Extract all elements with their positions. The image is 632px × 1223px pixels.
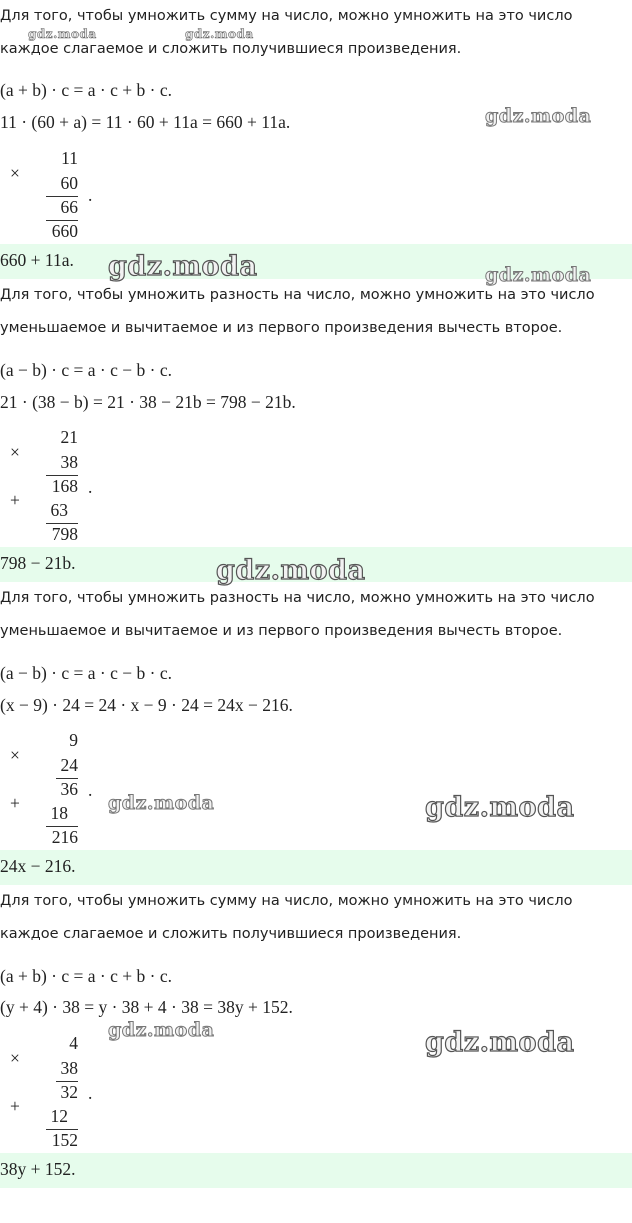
- total-product: 798: [51, 524, 78, 544]
- column-multiplication: [8, 730, 93, 850]
- plus-sign: +: [10, 490, 20, 510]
- multiplicand: 4: [69, 1033, 78, 1053]
- rule-line-2: уменьшаемое и вычитаемое и из первого произведения вычесть второе.: [0, 320, 563, 336]
- rule-line-2: каждое слагаемое и сложить получившиеся произведения.: [0, 41, 462, 57]
- formula: (a + b) · c = a · c + b · c.: [0, 80, 172, 100]
- partial-product-1: 32: [60, 1082, 78, 1102]
- answer-bar: [0, 1153, 632, 1188]
- partial-product: 66: [60, 197, 78, 217]
- rule-line-1: Для того, чтобы умножить сумму на число, можно умножить на это число: [0, 8, 573, 24]
- partial-product-1: 168: [51, 476, 78, 496]
- formula: (a − b) · c = a · c − b · c.: [0, 663, 172, 683]
- rule-line-1: Для того, чтобы умножить разность на число, можно умножить на это число: [0, 590, 595, 606]
- formula: (a − b) · c = a · c − b · c.: [0, 360, 172, 380]
- total-product: 660: [51, 221, 78, 241]
- watermark: gdz.moda: [485, 264, 592, 286]
- times-sign: ×: [10, 442, 20, 462]
- period: .: [88, 477, 93, 497]
- answer-bar: [0, 850, 632, 885]
- times-sign: ×: [10, 1048, 20, 1068]
- equation: (x − 9) · 24 = 24 · x − 9 · 24 = 24x − 216.: [0, 695, 293, 715]
- multiplier: 38: [60, 1058, 78, 1078]
- multiplier: 24: [60, 755, 78, 775]
- answer: 24x − 216.: [0, 856, 76, 876]
- partial-product-2: 63: [50, 500, 68, 520]
- times-sign: ×: [10, 163, 20, 183]
- multiplicand: 9: [69, 730, 78, 750]
- multiplicand: 11: [61, 148, 78, 168]
- watermark: gdz.moda: [108, 251, 258, 282]
- equation: (y + 4) · 38 = y · 38 + 4 · 38 = 38y + 152.: [0, 997, 293, 1017]
- rule-line-1: Для того, чтобы умножить разность на число, можно умножить на это число: [0, 287, 595, 303]
- watermark: gdz.moda: [108, 1019, 215, 1041]
- rule-line-2: уменьшаемое и вычитаемое и из первого произведения вычесть второе.: [0, 623, 563, 639]
- answer: 660 + 11a.: [0, 250, 74, 270]
- period: .: [88, 1083, 93, 1103]
- watermark: gdz.moda: [425, 792, 575, 823]
- equation: 21 · (38 − b) = 21 · 38 − 21b = 798 − 21b.: [0, 392, 296, 412]
- watermark: gdz.moda: [425, 1027, 575, 1058]
- multiplier: 38: [60, 452, 78, 472]
- period: .: [88, 780, 93, 800]
- column-multiplication: [8, 1033, 93, 1153]
- plus-sign: +: [10, 793, 20, 813]
- total-product: 152: [51, 1130, 78, 1150]
- partial-product-2: 18: [50, 803, 68, 823]
- rule-line-2: каждое слагаемое и сложить получившиеся произведения.: [0, 926, 462, 942]
- rule-line-1: Для того, чтобы умножить сумму на число, можно умножить на это число: [0, 893, 573, 909]
- multiplicand: 21: [60, 427, 78, 447]
- watermark: gdz.moda: [216, 555, 366, 586]
- watermark: gdz.moda: [28, 27, 97, 41]
- watermark: gdz.moda: [185, 27, 254, 41]
- times-sign: ×: [10, 745, 20, 765]
- partial-product-1: 36: [60, 779, 78, 799]
- formula: (a + b) · c = a · c + b · c.: [0, 966, 172, 986]
- watermark: gdz.moda: [485, 105, 592, 127]
- answer: 798 − 21b.: [0, 553, 76, 573]
- column-multiplication: [8, 148, 93, 243]
- multiplier: 60: [60, 173, 78, 193]
- total-product: 216: [51, 827, 78, 847]
- answer: 38y + 152.: [0, 1159, 76, 1179]
- period: .: [88, 185, 93, 205]
- equation: 11 · (60 + a) = 11 · 60 + 11a = 660 + 11a.: [0, 112, 291, 132]
- plus-sign: +: [10, 1096, 20, 1116]
- column-multiplication: [8, 427, 93, 547]
- watermark: gdz.moda: [108, 792, 215, 814]
- partial-product-2: 12: [50, 1106, 68, 1126]
